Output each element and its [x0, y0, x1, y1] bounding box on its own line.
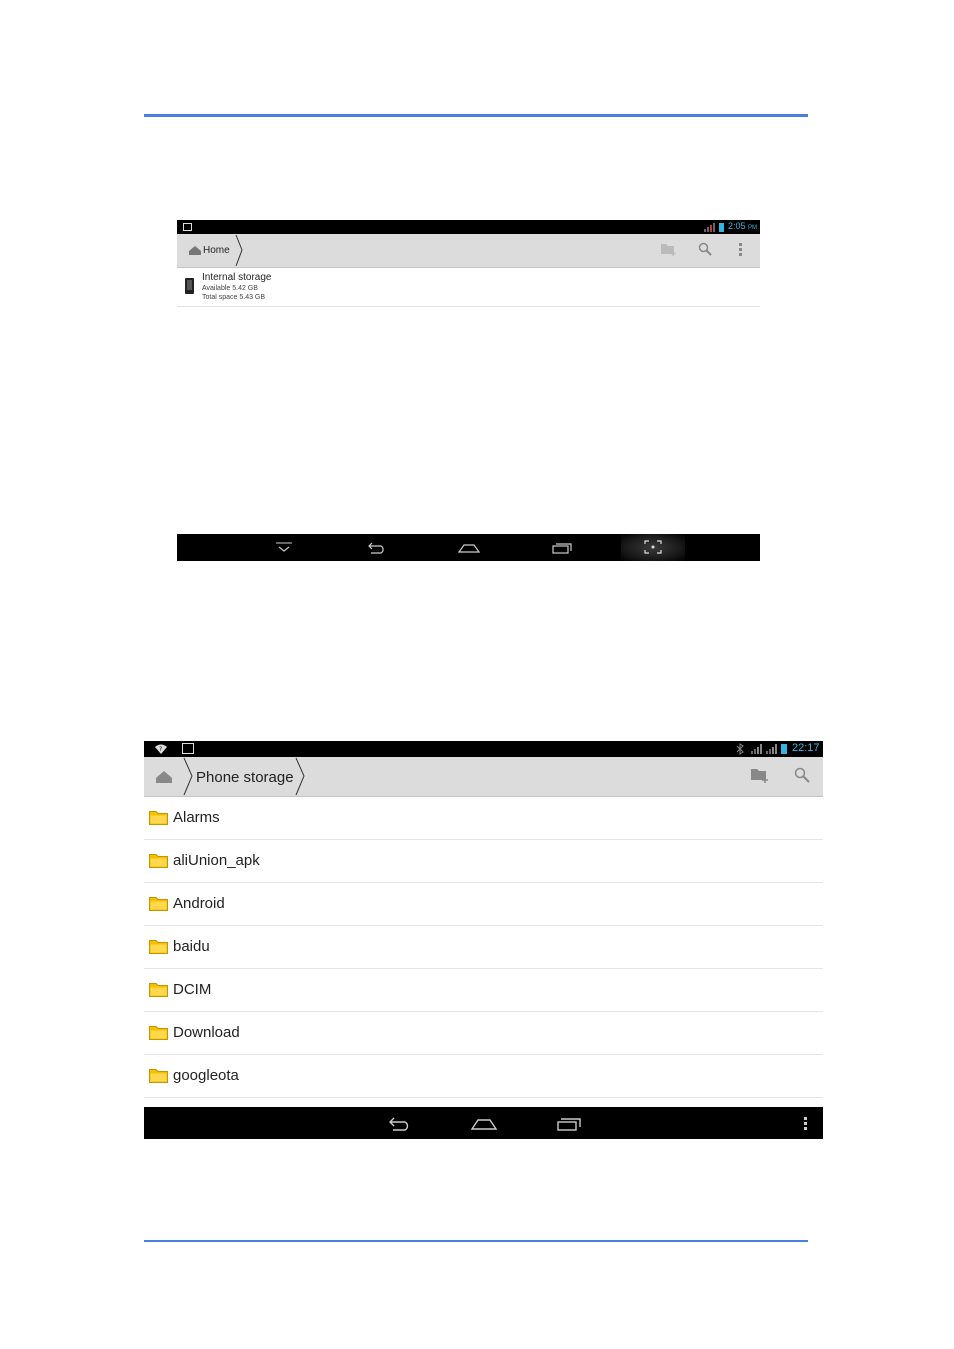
recent-apps-icon[interactable]: [557, 1115, 581, 1131]
navigation-bar: [144, 1107, 823, 1139]
status-bar: [177, 220, 760, 234]
recent-apps-icon[interactable]: [552, 540, 572, 554]
storage-list-item[interactable]: [177, 268, 760, 307]
folder-icon: [149, 810, 168, 825]
back-icon[interactable]: [388, 1115, 412, 1131]
signal-icon: [751, 744, 763, 754]
search-icon[interactable]: [794, 767, 810, 783]
action-bar: [144, 757, 823, 797]
list-item[interactable]: [144, 883, 823, 926]
status-clock: 22:17: [792, 742, 820, 754]
list-item[interactable]: [144, 797, 823, 840]
folder-icon: [149, 1025, 168, 1040]
header-rule: [144, 114, 808, 117]
breadcrumb-phone-storage[interactable]: Phone storage: [196, 769, 294, 786]
signal-icon-secondary: [766, 744, 778, 754]
breadcrumb-home[interactable]: Home: [203, 245, 230, 256]
wifi-icon: [154, 743, 168, 755]
list-item[interactable]: [144, 840, 823, 883]
file-manager-phone-storage-screenshot: [144, 741, 823, 1139]
action-bar: [177, 234, 760, 268]
folder-name: DCIM: [173, 981, 212, 998]
breadcrumb-chevron-icon: [182, 757, 194, 796]
overflow-menu-icon[interactable]: [739, 242, 743, 256]
back-icon[interactable]: [367, 540, 387, 554]
navigation-bar: [177, 534, 760, 561]
folder-icon: [149, 1068, 168, 1083]
home-icon[interactable]: [155, 770, 173, 783]
file-manager-home-screenshot: [177, 220, 760, 561]
storage-available: Available 5.42 GB: [202, 285, 258, 292]
folder-name: Alarms: [173, 809, 220, 826]
folder-icon: [149, 896, 168, 911]
gallery-notification-icon: [182, 743, 194, 754]
bluetooth-icon: [736, 743, 744, 755]
battery-icon: [719, 223, 724, 232]
battery-icon: [781, 744, 787, 754]
overflow-menu-icon[interactable]: [804, 1115, 808, 1131]
folder-name: Download: [173, 1024, 240, 1041]
home-button-icon[interactable]: [471, 1115, 497, 1131]
list-item[interactable]: [144, 1012, 823, 1055]
phone-storage-icon: [185, 278, 194, 294]
svg-text:?: ?: [159, 746, 163, 753]
list-item[interactable]: [144, 1055, 823, 1098]
folder-list: [144, 797, 823, 1098]
folder-name: googleota: [173, 1067, 239, 1084]
folder-icon: [149, 939, 168, 954]
footer-rule: [144, 1240, 808, 1242]
folder-icon: [149, 853, 168, 868]
new-folder-icon[interactable]: [750, 767, 770, 784]
home-icon[interactable]: [188, 245, 202, 255]
new-folder-icon[interactable]: [660, 242, 677, 256]
home-button-icon[interactable]: [458, 540, 480, 554]
storage-title: Internal storage: [202, 272, 272, 283]
hide-keyboard-icon[interactable]: [275, 540, 293, 554]
status-clock: 2:05 PM: [728, 221, 758, 231]
breadcrumb-chevron-icon: [234, 234, 244, 267]
breadcrumb-chevron-icon: [294, 757, 306, 796]
storage-total: Total space 5.43 GB: [202, 294, 266, 301]
gallery-notification-icon: [183, 223, 192, 231]
folder-icon: [149, 982, 168, 997]
screenshot-icon[interactable]: [644, 540, 662, 554]
signal-icon: [704, 223, 716, 232]
status-bar: [144, 741, 823, 757]
folder-name: baidu: [173, 938, 210, 955]
list-item[interactable]: [144, 926, 823, 969]
folder-name: aliUnion_apk: [173, 852, 260, 869]
folder-name: Android: [173, 895, 225, 912]
list-item[interactable]: [144, 969, 823, 1012]
search-icon[interactable]: [698, 242, 712, 256]
